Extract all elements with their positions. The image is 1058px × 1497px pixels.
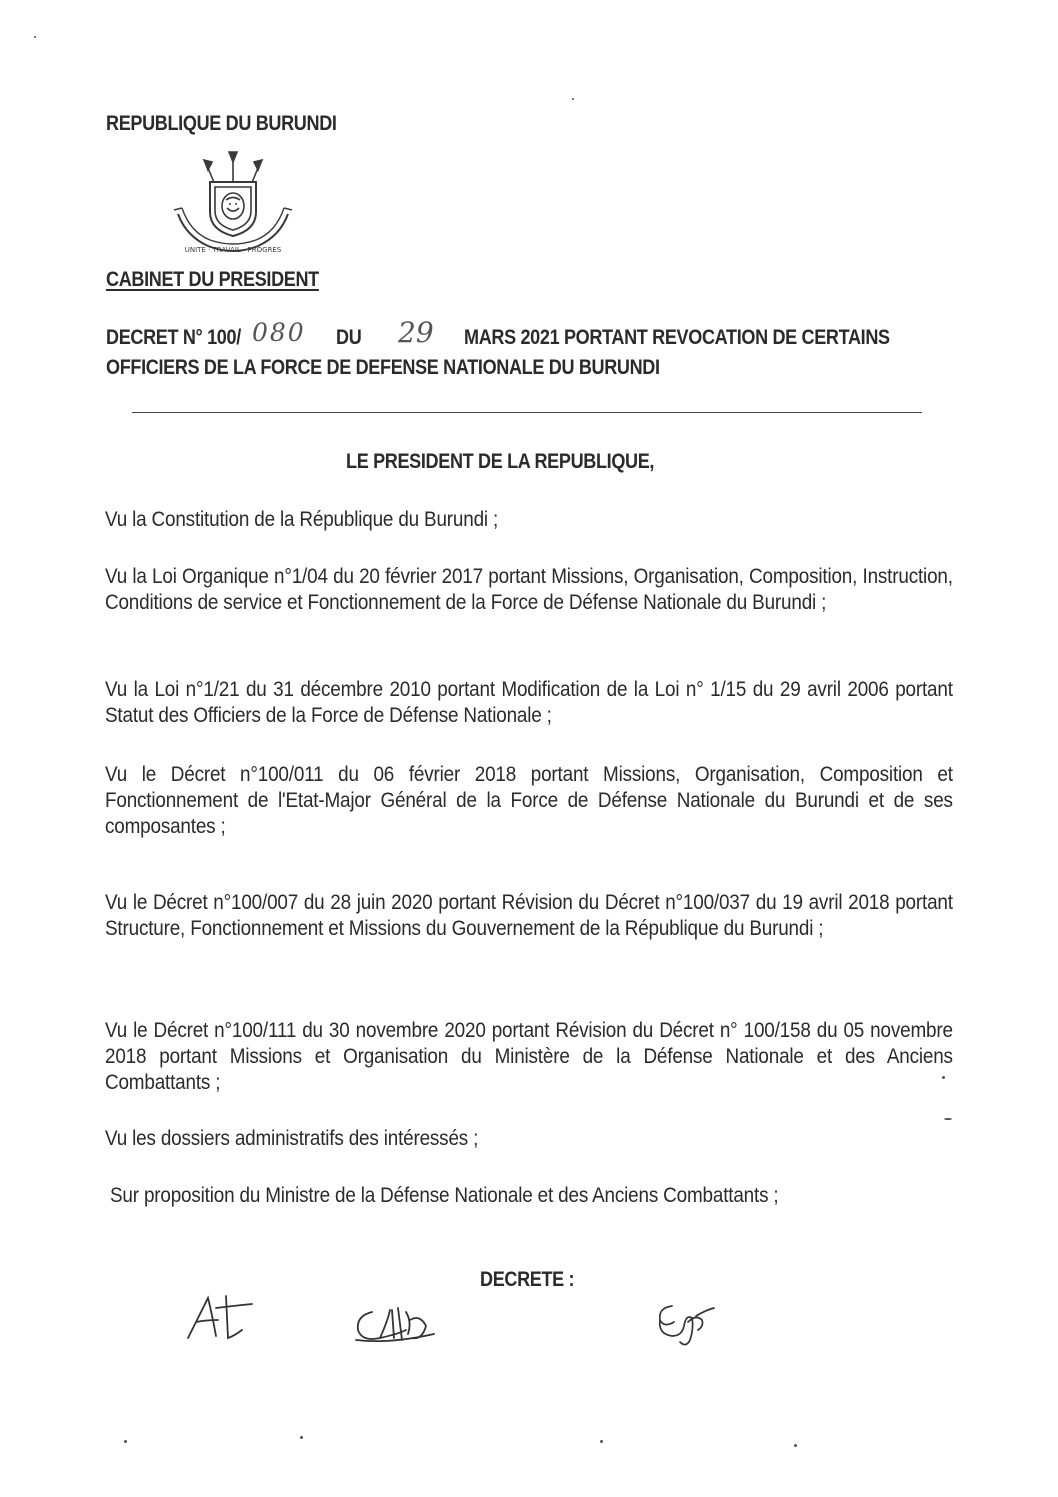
title-separator-line — [132, 412, 922, 413]
scan-speck — [600, 1440, 603, 1443]
scan-speck — [942, 1076, 945, 1079]
emblem-motto: UNITE · TRAVAIL · PROGRES — [184, 246, 282, 254]
scan-speck — [794, 1444, 797, 1447]
consideration-decree-government: Vu le Décret n°100/007 du 28 juin 2020 portant Révision du Décret n°100/037 du 19 avril 2018 portant Structure, Fonctionnement et Missions du Gouvernement de la République du Burundi ; — [105, 891, 953, 940]
decree-prefix: DECRET N° 100/ — [106, 326, 241, 349]
decree-day-handwritten: 29 — [398, 316, 434, 349]
scan-speck — [124, 1440, 127, 1443]
consideration-constitution: Vu la Constitution de la République du Burundi ; — [105, 508, 499, 531]
consideration-decree-defense-ministry: Vu le Décret n°100/111 du 30 novembre 2020 portant Révision du Décret n° 100/158 du 05 novembre 2018 portant Missions et Organisation du Ministère de la Défense Nationale et des Anciens Combattants ; — [105, 1019, 953, 1094]
scan-speck — [34, 36, 36, 38]
decree-title-line2: OFFICIERS DE LA FORCE DE DEFENSE NATIONALE DU BURUNDI — [106, 356, 660, 379]
burundi-coat-of-arms-emblem — [168, 148, 298, 260]
scan-speck — [300, 1436, 303, 1439]
decrete-heading: DECRETE : — [480, 1268, 575, 1291]
president-heading: LE PRESIDENT DE LA REPUBLIQUE, — [346, 450, 655, 473]
consideration-organic-law: Vu la Loi Organique n°1/04 du 20 février 2017 portant Missions, Organisation, Composition, Instruction, Conditions de service et Fonctionnement de la Force de Défense Nationale du Burundi ; — [105, 565, 953, 614]
consideration-officer-statute-law: Vu la Loi n°1/21 du 31 décembre 2010 portant Modification de la Loi n° 1/15 du 29 avril 2006 portant Statut des Officiers de la Force de Défense Nationale ; — [105, 678, 953, 727]
office-heading: CABINET DU PRESIDENT — [106, 268, 319, 291]
handwritten-initials-1 — [182, 1290, 262, 1346]
consideration-minister-proposal: Sur proposition du Ministre de la Défense Nationale et des Anciens Combattants ; — [110, 1184, 779, 1207]
decree-du: DU — [336, 326, 362, 349]
handwritten-initials-2 — [350, 1300, 440, 1350]
decree-title-rest: MARS 2021 PORTANT REVOCATION DE CERTAINS — [464, 326, 890, 349]
consideration-decree-general-staff: Vu le Décret n°100/011 du 06 février 2018 portant Missions, Organisation, Composition et Fonctionnement de l'Etat-Major Général de la Force de Défense Nationale du Burundi et de ses composantes ; — [105, 763, 953, 838]
handwritten-initials-3 — [650, 1296, 720, 1350]
consideration-administrative-files: Vu les dossiers administratifs des intéressés ; — [105, 1127, 479, 1150]
scan-speck — [944, 1118, 952, 1120]
scan-speck — [572, 98, 574, 100]
country-heading: REPUBLIQUE DU BURUNDI — [106, 112, 337, 135]
decree-number-handwritten: 080 — [252, 318, 306, 347]
